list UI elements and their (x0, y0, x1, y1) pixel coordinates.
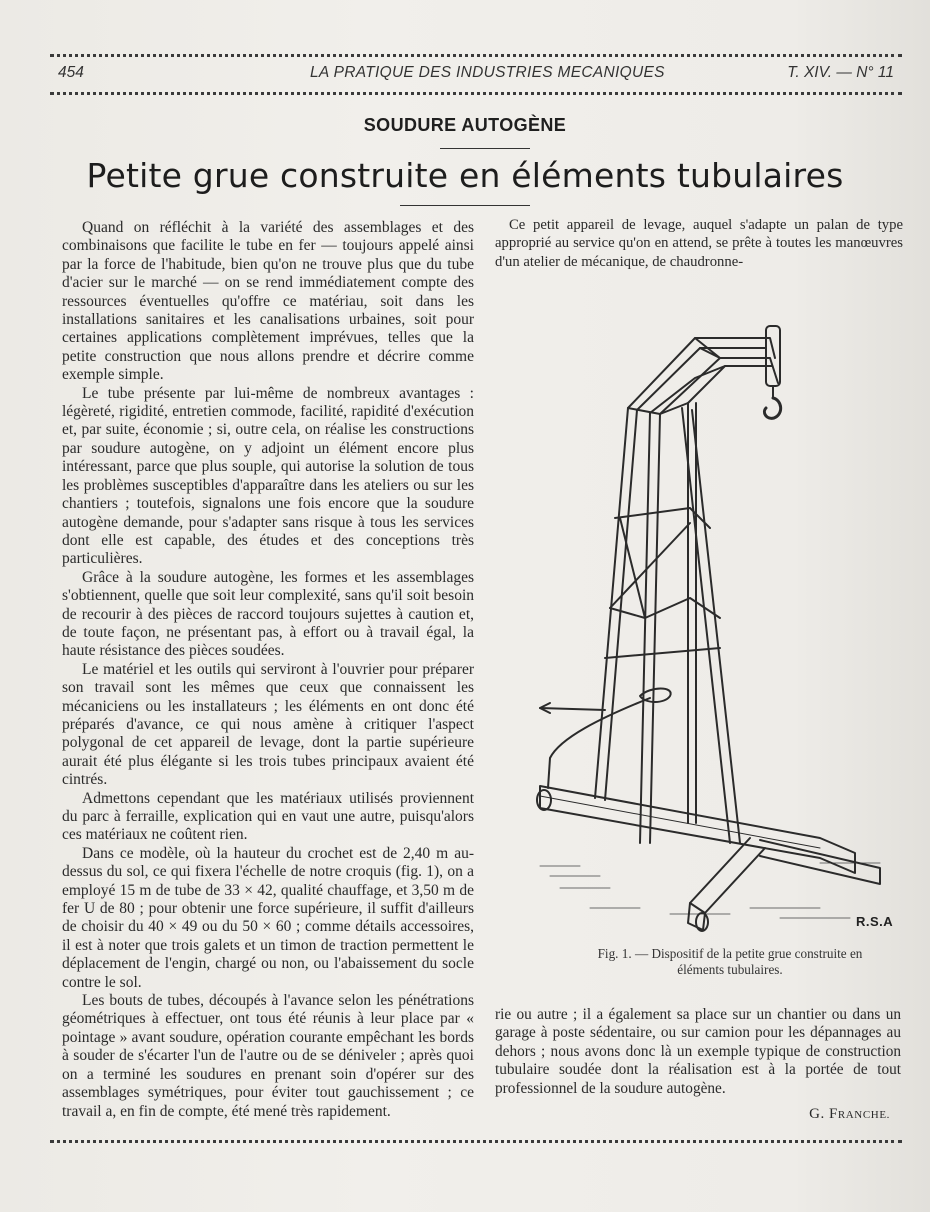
direction-arrow (540, 708, 605, 710)
paragraph: rie ou autre ; il a également sa place sur un chantier ou dans un garage à poste sédentaire, ou sur camion pour les dépannages au dehors ; nous avons donc là un exemple typique de construction tubulaire soudée dont la réalisation est à la portée de tout professionnel de la soudure autogène. (495, 1006, 901, 1097)
header-dotted-rule (50, 92, 902, 95)
caption-line: éléments tubulaires. (677, 961, 783, 977)
journal-title: LA PRATIQUE DES INDUSTRIES MECANIQUES (310, 64, 665, 81)
hook (764, 398, 780, 418)
section-heading: SOUDURE AUTOGÈNE (363, 115, 567, 135)
paragraph: Grâce à la soudure autogène, les formes et les assemblages s'obtiennent, quelle que soit leur complexité, sans qu'il soit besoin de recourir à des pièces de raccord toujours sujettes à caution et, de toute façon, ne présentant pas, à effort ou à travail égal, la haute résistance des pièces soudées. (62, 568, 474, 660)
wheel (696, 913, 708, 931)
leg-diagonal (682, 408, 730, 843)
left-column (62, 219, 474, 1121)
base-channel-long (540, 786, 855, 873)
figure-caption (560, 946, 900, 977)
paragraph: Les bouts de tubes, découpés à l'avance selon les pénétrations géométriques à effectuer, ont tous été réunis à leur place par « pointage » avant soudure, opération courante empêchant les bords à souder de s'écarter l'un de l'autre ou de se déniveler ; après quoi on a terminé les soudures en prenant soin d'opérer sur des assemblages symétriques, pour éviter tout gauchissement ; ce travail a, en fin de compte, été mené très rapidement. (62, 992, 474, 1120)
page-number: 454 (58, 64, 84, 81)
author-signature (809, 1106, 890, 1123)
signature-initial: G. F (809, 1106, 838, 1122)
leg-front-left (640, 413, 650, 843)
running-header (58, 62, 900, 86)
illustrator-mark: R.S.A (856, 914, 894, 929)
crane-illustration (520, 318, 900, 938)
section-rule (440, 148, 530, 149)
top-dotted-rule (50, 54, 902, 57)
paragraph: Le tube présente par lui-même de nombreux avantages : légèreté, rigidité, entretien commode, facilité, rapidité d'exécution et, par suite, économie ; si, outre cela, on réalise les constructions par soudure autogène, on y adjoint un élément encore plus intéressant, parce que plus souple, qui autorise la solution de tous les problèmes susceptibles d'apparaître dans les ateliers ou sur les chantiers ; toutefois, signalons une fois encore que la soudure autogène demande, pour s'adapter sans risque à tous les services dont elle est capable, des études et des conceptions très particulières. (62, 384, 474, 568)
bottom-dotted-rule (50, 1140, 902, 1143)
leg-rear (595, 408, 628, 798)
base-channel-front (690, 838, 765, 913)
paragraph: Quand on réfléchit à la variété des assemblages et des combinaisons que facilite le tube en fer — toujours appelé ainsi par la force de l'habitude, bien qu'on ne trouve plus que du tube d'acier sur le marché — on se rend immédiatement compte des ressources éventuelles qu'offre ce matériau, soit dans les installations sanitaires et les canalisations urbaines, soit pour certaines applications complètement imprévues, telles que la petite construction que nous allons prendre et décrire comme exemple simple. (62, 219, 474, 384)
paragraph: Ce petit appareil de levage, auquel s'adapte un palan de type approprié au service qu'on en attend, se prête à toutes les manœuvres d'un atelier de mécanique, de chaudronne- (495, 217, 903, 270)
tow-bar-handle (640, 689, 671, 703)
signature-surname: RANCHE. (837, 1109, 890, 1121)
paragraph: Dans ce modèle, où la hauteur du crochet est de 2,40 m au-dessus du sol, ce qui fixera l'échelle de notre croquis (fig. 1), on a employé 15 m de tube de 33 × 42, qualité chauffage, et 3,50 m de fer U de 80 ; pour obtenir une force supérieure, il suffit d'ailleurs de choisir du 40 × 49 ou du 50 × 60 ; comme détails accessoires, il est à noter que trois galets et un timon de traction permettent le déplacement de l'engin, chargé ou non, ou l'abaissement du socle contre le sol. (62, 844, 474, 991)
hoist-block (766, 326, 780, 386)
title-rule (400, 205, 530, 206)
volume-issue: T. XIV. — N° 11 (787, 64, 894, 81)
paragraph: Admettons cependant que les matériaux utilisés proviennent du parc à ferraille, explication qui en vaut une autre, puisqu'alors ces matériaux ne coûtent rien. (62, 789, 474, 844)
base-channel-right (760, 840, 880, 884)
right-column-bottom (495, 1006, 901, 1098)
right-column-top (495, 216, 903, 271)
caption-line: Fig. 1. — Dispositif de la petite grue construite en (597, 946, 863, 961)
paragraph: Le matériel et les outils qui serviront à l'ouvrier pour préparer son travail sont les mêmes que ceux que connaissent les mécaniciens ou les installateurs ; les éléments en ont donc été préparés d'avance, ce qui nous amène à critiquer l'aspect polygonal de cet appareil de levage, dont la partie supérieure aurait été plus élégante si les trois tubes principaux avaient été cintrés. (62, 660, 474, 789)
article-title: Petite grue construite en éléments tubulaires (86, 156, 844, 195)
